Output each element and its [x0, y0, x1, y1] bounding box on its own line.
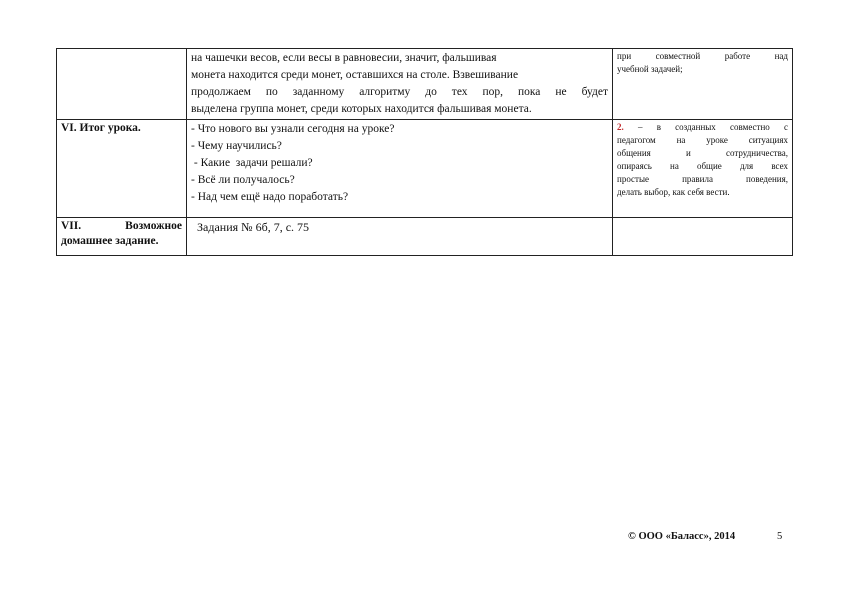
activity-cell	[187, 49, 613, 120]
stage-title: VI. Итог урока.	[61, 122, 141, 134]
outcome-line: учебной задачей;	[617, 64, 683, 74]
question-item: - Какие задачи решали?	[191, 157, 313, 169]
outcome-cell	[613, 218, 793, 256]
stage-title: домашнее задание.	[61, 235, 159, 247]
outcome-line: опираясь на общие для всех	[617, 161, 788, 171]
stage-cell	[57, 49, 187, 120]
homework-cell	[187, 218, 613, 256]
activity-line: на чашечки весов, если весы в равновесии, значит, фальшивая	[191, 52, 497, 64]
activity-line: монета находится среди монет, оставшихся на столе. Взвешивание	[191, 69, 519, 81]
stage-cell	[57, 218, 187, 256]
outcome-line: общения и сотрудничества,	[617, 148, 788, 158]
outcome-line: педагогом на уроке ситуациях	[617, 135, 788, 145]
homework-task: Задания № 6б, 7, с. 75	[197, 220, 310, 234]
activity-line: выделена группа монет, среди которых находится фальшивая монета.	[191, 103, 532, 115]
question-item: - Чему научились?	[191, 140, 282, 152]
table-row	[57, 49, 793, 120]
activity-line: продолжаем по заданному алгоритму до тех пор, пока не будет	[191, 86, 608, 98]
outcome-line: простые правила поведения,	[617, 174, 788, 184]
outcome-number: 2.	[617, 122, 624, 132]
table-row	[57, 218, 793, 256]
outcome-cell	[613, 120, 793, 218]
question-item: - Над чем ещё надо поработать?	[191, 191, 349, 203]
questions-cell	[187, 120, 613, 218]
outcome-line	[617, 121, 788, 134]
outcome-cell	[613, 49, 793, 120]
outcome-line: делать выбор, как себя вести.	[617, 187, 730, 197]
copyright: © ООО «Баласс», 2014	[628, 531, 736, 542]
outcome-text: – в созданных совместно с	[623, 122, 788, 132]
stage-cell	[57, 120, 187, 218]
lesson-table	[56, 48, 793, 256]
outcome-line: при совместной работе над	[617, 51, 788, 61]
question-item: - Что нового вы узнали сегодня на уроке?	[191, 123, 395, 135]
page-number: 5	[777, 531, 783, 542]
stage-title: VII. Возможное	[61, 220, 182, 232]
table-row	[57, 120, 793, 218]
question-item: - Всё ли получалось?	[191, 174, 295, 186]
